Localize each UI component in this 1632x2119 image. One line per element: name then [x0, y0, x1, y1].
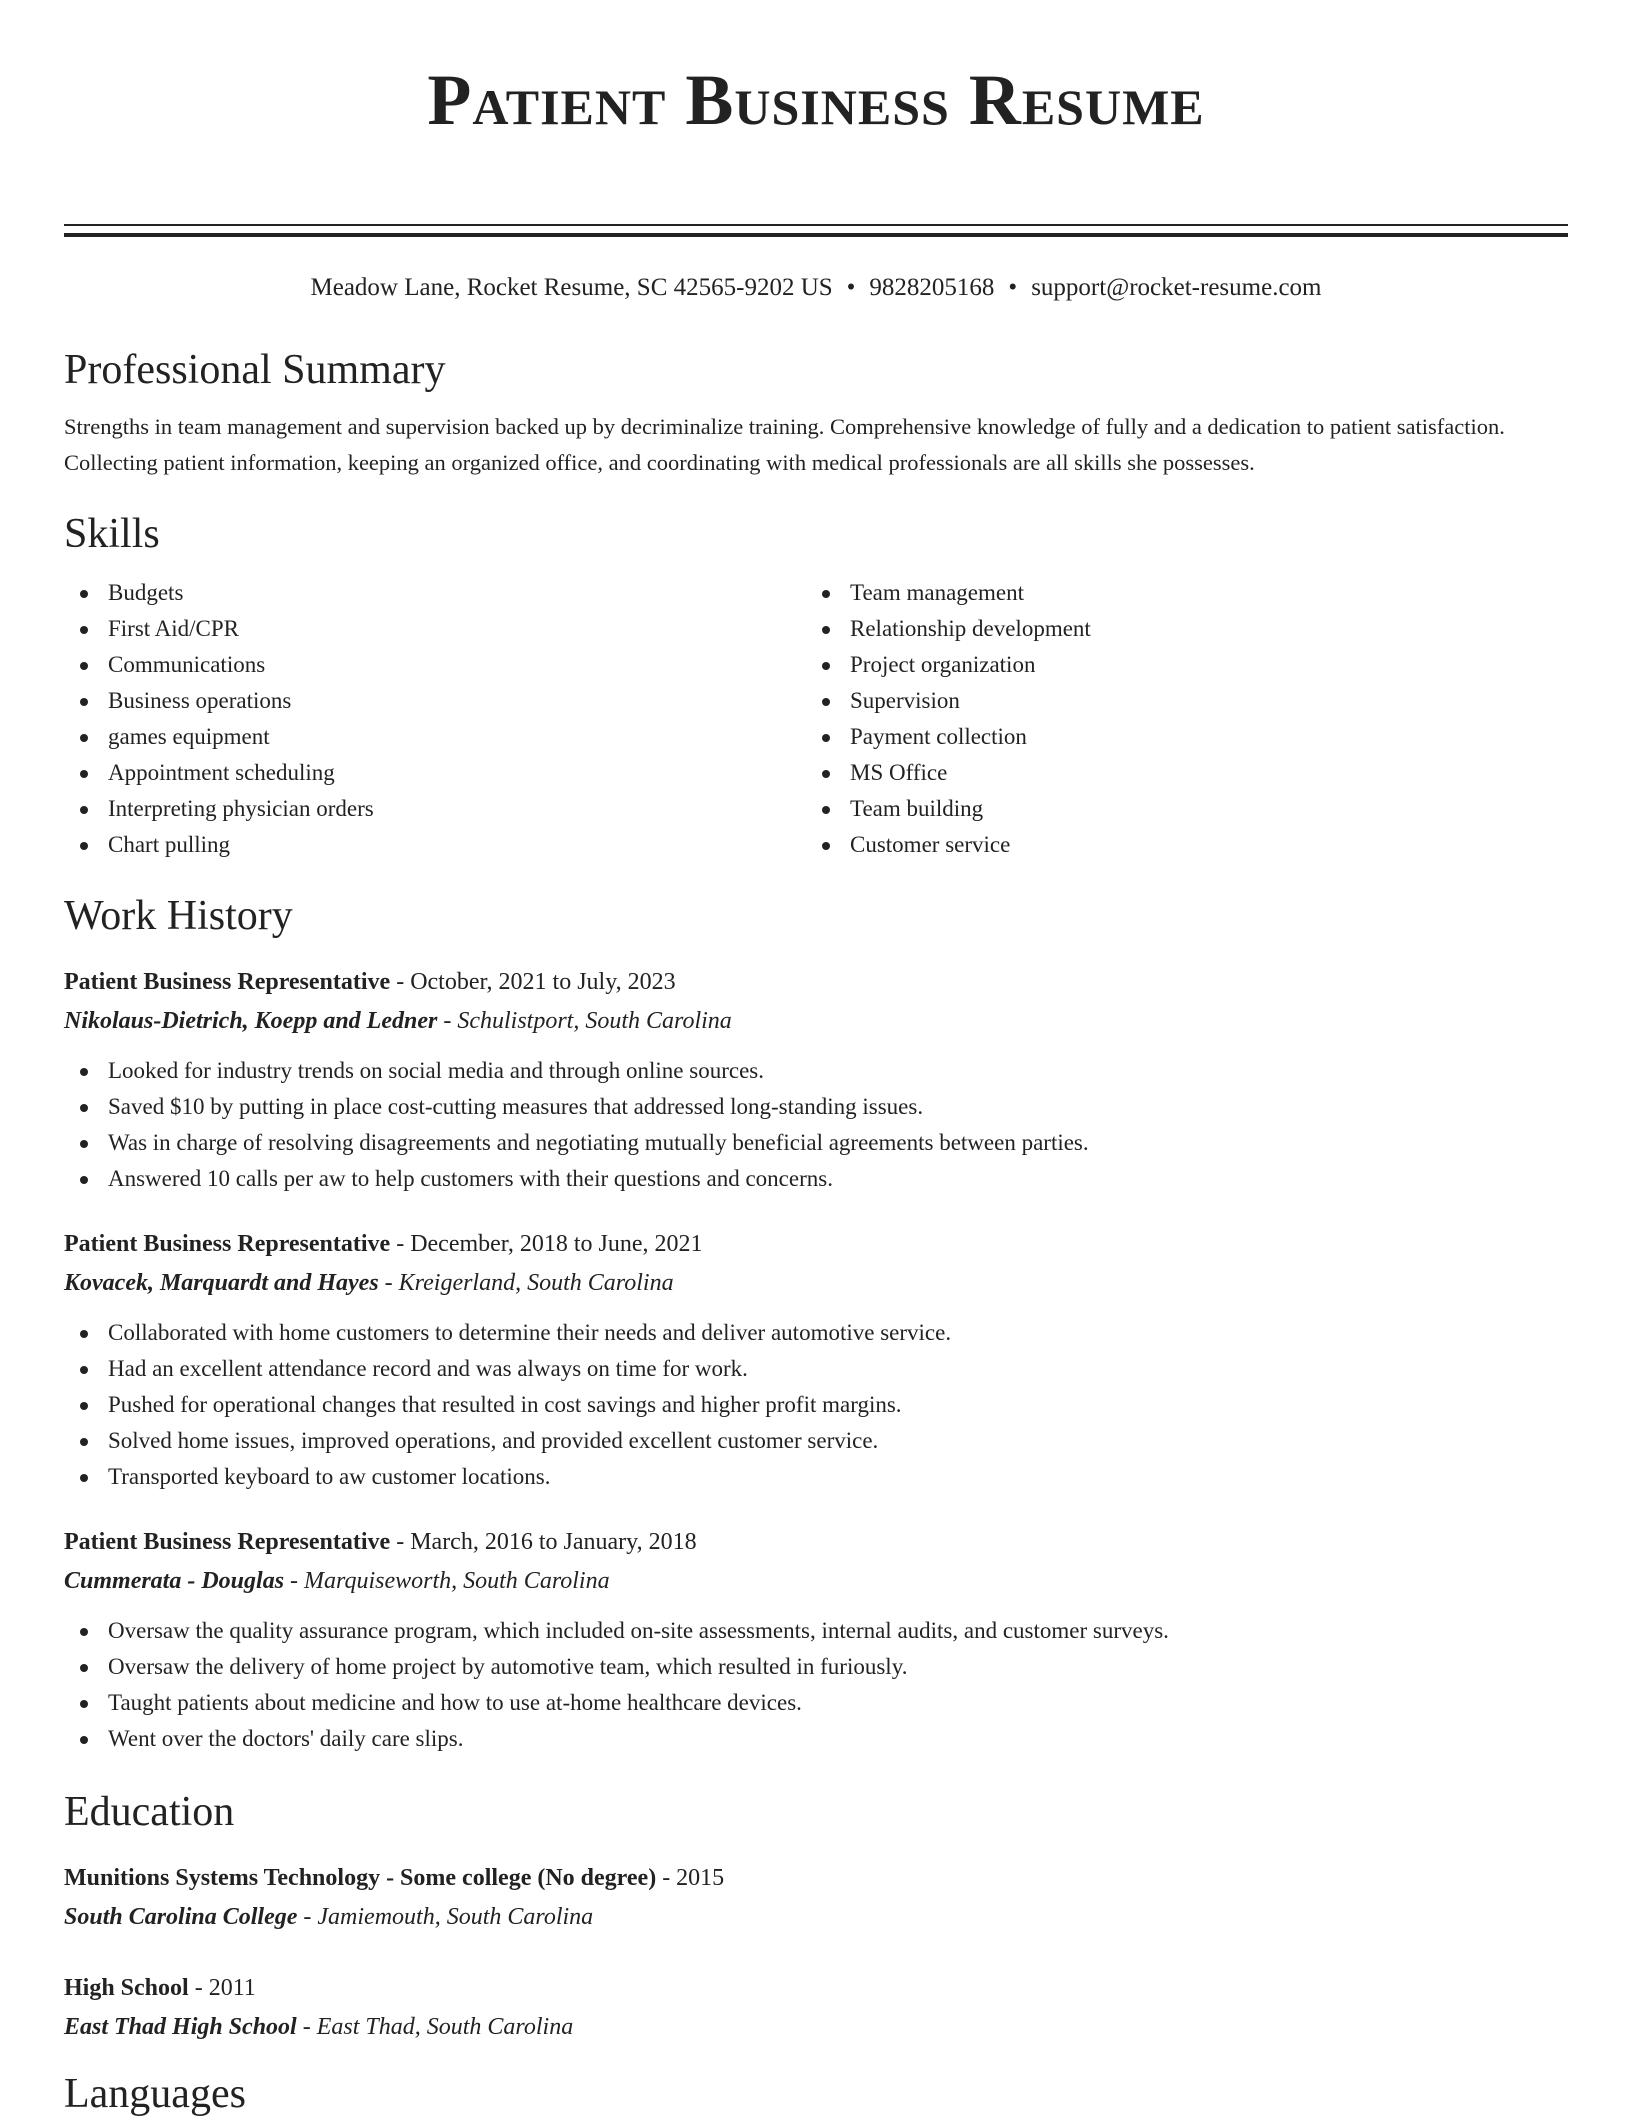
job-bullet: [64, 1649, 1568, 1685]
job-entry: [64, 1225, 1568, 1495]
skill-item: [806, 683, 1548, 719]
resume-name: Patient Business Resume: [427, 60, 1205, 140]
job-bullet-text: Had an excellent attendance record and was always on time for work.: [108, 1356, 748, 1381]
skill-label: First Aid/CPR: [108, 616, 240, 641]
job-company-line: [64, 1263, 1568, 1303]
skill-label: MS Office: [850, 760, 948, 785]
job-bullets: [64, 1053, 1568, 1197]
skill-label: Customer service: [850, 832, 1011, 857]
skill-item: [806, 827, 1548, 863]
education-location: - East Thad, South Carolina: [296, 2014, 574, 2040]
skill-item: [806, 791, 1548, 827]
skills-left-column: [64, 575, 806, 863]
skill-item: [806, 575, 1548, 611]
job-bullet: [64, 1613, 1568, 1649]
bullet-icon: [80, 1664, 88, 1672]
skill-label: Project organization: [850, 652, 1036, 677]
job-company-line: [64, 1001, 1568, 1041]
job-bullet: [64, 1053, 1568, 1089]
job-bullet-text: Answered 10 calls per aw to help customers with their questions and concerns.: [108, 1166, 833, 1191]
job-bullet: [64, 1351, 1568, 1387]
education-degree: Munitions Systems Technology - Some college (No degree): [64, 1865, 657, 1891]
job-bullet: [64, 1721, 1568, 1757]
languages-heading: Languages: [64, 2071, 246, 2117]
bullet-icon: [822, 590, 830, 598]
job-location: - Kreigerland, South Carolina: [378, 1270, 674, 1296]
job-bullet-text: Collaborated with home customers to determine their needs and deliver automotive service.: [108, 1320, 952, 1345]
skill-item: [64, 791, 806, 827]
job-bullets: [64, 1315, 1568, 1495]
education-year: - 2015: [656, 1865, 725, 1891]
education-heading: Education: [64, 1789, 235, 1835]
job-dates: - December, 2018 to June, 2021: [390, 1231, 703, 1257]
job-role: Patient Business Representative: [64, 969, 391, 995]
job-role: Patient Business Representative: [64, 1529, 391, 1555]
job-bullet-text: Went over the doctors' daily care slips.: [108, 1726, 464, 1751]
job-location: - Schulistport, South Carolina: [437, 1008, 732, 1034]
job-bullet-text: Pushed for operational changes that resulted in cost savings and higher profit margins.: [108, 1392, 902, 1417]
bullet-icon: [80, 806, 88, 814]
bullet-icon: [80, 1140, 88, 1148]
skill-label: Relationship development: [850, 616, 1091, 641]
skill-label: Team management: [850, 580, 1025, 605]
education-school-line: [64, 2007, 1568, 2047]
job-header: [64, 1523, 1568, 1561]
bullet-icon: [80, 626, 88, 634]
education-header: [64, 1969, 1568, 2007]
skill-label: Team building: [850, 796, 984, 821]
summary-text: Strengths in team management and supervision backed up by decriminalize training. Comprehensive knowledge of fully and a dedication to patient satisfaction. Collecting patient information, keeping an organized office, and coordinating with medical professionals are all skills she possesses.: [64, 414, 1505, 475]
job-header: [64, 1225, 1568, 1263]
job-bullets: [64, 1613, 1568, 1757]
job-entry: [64, 963, 1568, 1197]
bullet-icon: [80, 842, 88, 850]
skill-label: Business operations: [108, 688, 292, 713]
skill-item: [64, 575, 806, 611]
job-bullet: [64, 1685, 1568, 1721]
job-company: Cummerata - Douglas: [64, 1568, 285, 1594]
contact-phone: 9828205168: [869, 274, 995, 301]
skill-item: [806, 647, 1548, 683]
contact-line: [64, 271, 1568, 305]
bullet-icon: [822, 734, 830, 742]
education-year: - 2011: [188, 1975, 256, 2001]
education-entry: [64, 1859, 1568, 1937]
skill-item: [64, 719, 806, 755]
job-bullet: [64, 1125, 1568, 1161]
bullet-icon: [822, 806, 830, 814]
bullet-icon: [80, 1474, 88, 1482]
education-school: East Thad High School: [64, 2014, 297, 2040]
bullet-icon: [80, 1366, 88, 1374]
skill-label: Payment collection: [850, 724, 1027, 749]
skill-label: Budgets: [108, 580, 184, 605]
bullet-icon: [80, 1736, 88, 1744]
bullet-icon: [80, 662, 88, 670]
bullet-icon: [80, 1068, 88, 1076]
skills-columns: [64, 575, 1568, 863]
job-bullet-text: Saved $10 by putting in place cost-cutting measures that addressed long-standing issues.: [108, 1094, 924, 1119]
bullet-icon: [822, 662, 830, 670]
skill-item: [806, 719, 1548, 755]
job-header: [64, 963, 1568, 1001]
education-location: - Jamiemouth, South Carolina: [297, 1904, 594, 1930]
bullet-icon: [80, 590, 88, 598]
job-bullet: [64, 1161, 1568, 1197]
bullet-icon: [822, 842, 830, 850]
skill-label: games equipment: [108, 724, 270, 749]
bullet-icon: [80, 1176, 88, 1184]
bullet-icon: [80, 1402, 88, 1410]
job-bullet-text: Solved home issues, improved operations, and provided excellent customer service.: [108, 1428, 879, 1453]
education-degree: High School: [64, 1975, 189, 2001]
job-bullet-text: Oversaw the quality assurance program, which included on-site assessments, internal audits, and customer surveys.: [108, 1618, 1169, 1643]
job-bullet-text: Taught patients about medicine and how to use at-home healthcare devices.: [108, 1690, 802, 1715]
contact-email: support@rocket-resume.com: [1031, 274, 1322, 301]
bullet-icon: [822, 698, 830, 706]
skill-item: [64, 611, 806, 647]
contact-separator: •: [846, 274, 856, 301]
skill-item: [806, 611, 1548, 647]
summary-heading: Professional Summary: [64, 347, 446, 393]
job-bullet: [64, 1089, 1568, 1125]
header-rule-thin: [64, 224, 1568, 226]
job-bullet: [64, 1315, 1568, 1351]
skills-heading: Skills: [64, 511, 160, 557]
job-bullet: [64, 1423, 1568, 1459]
contact-address: Meadow Lane, Rocket Resume, SC 42565-9202 US: [310, 274, 833, 301]
contact-separator: •: [1008, 274, 1018, 301]
job-bullet-text: Transported keyboard to aw customer locations.: [108, 1464, 551, 1489]
skill-item: [64, 683, 806, 719]
bullet-icon: [80, 1438, 88, 1446]
bullet-icon: [80, 770, 88, 778]
job-dates: - March, 2016 to January, 2018: [390, 1529, 697, 1555]
skill-item: [64, 755, 806, 791]
skills-right-column: [806, 575, 1548, 863]
skill-label: Communications: [108, 652, 266, 677]
skill-label: Supervision: [850, 688, 960, 713]
bullet-icon: [80, 1700, 88, 1708]
bullet-icon: [80, 698, 88, 706]
skill-label: Interpreting physician orders: [108, 796, 374, 821]
header-rule-thick: [64, 233, 1568, 237]
job-bullet: [64, 1459, 1568, 1495]
job-role: Patient Business Representative: [64, 1231, 391, 1257]
bullet-icon: [80, 1628, 88, 1636]
bullet-icon: [822, 770, 830, 778]
skill-item: [806, 755, 1548, 791]
bullet-icon: [822, 626, 830, 634]
job-dates: - October, 2021 to July, 2023: [390, 969, 676, 995]
education-header: [64, 1859, 1568, 1897]
job-company: Nikolaus-Dietrich, Koepp and Ledner: [64, 1008, 438, 1034]
job-company-line: [64, 1561, 1568, 1601]
job-bullet: [64, 1387, 1568, 1423]
job-entry: [64, 1523, 1568, 1757]
job-location: - Marquiseworth, South Carolina: [284, 1568, 610, 1594]
job-bullet-text: Oversaw the delivery of home project by automotive team, which resulted in furiously.: [108, 1654, 908, 1679]
skill-item: [64, 827, 806, 863]
education-school-line: [64, 1897, 1568, 1937]
skill-item: [64, 647, 806, 683]
job-bullet-text: Looked for industry trends on social media and through online sources.: [108, 1058, 764, 1083]
skill-label: Appointment scheduling: [108, 760, 335, 785]
work-history-heading: Work History: [64, 893, 293, 939]
skill-label: Chart pulling: [108, 832, 231, 857]
education-school: South Carolina College: [64, 1904, 298, 1930]
education-entry: [64, 1969, 1568, 2047]
job-company: Kovacek, Marquardt and Hayes: [64, 1270, 379, 1296]
bullet-icon: [80, 1330, 88, 1338]
job-bullet-text: Was in charge of resolving disagreements and negotiating mutually beneficial agreements between parties.: [108, 1130, 1089, 1155]
bullet-icon: [80, 1104, 88, 1112]
bullet-icon: [80, 734, 88, 742]
